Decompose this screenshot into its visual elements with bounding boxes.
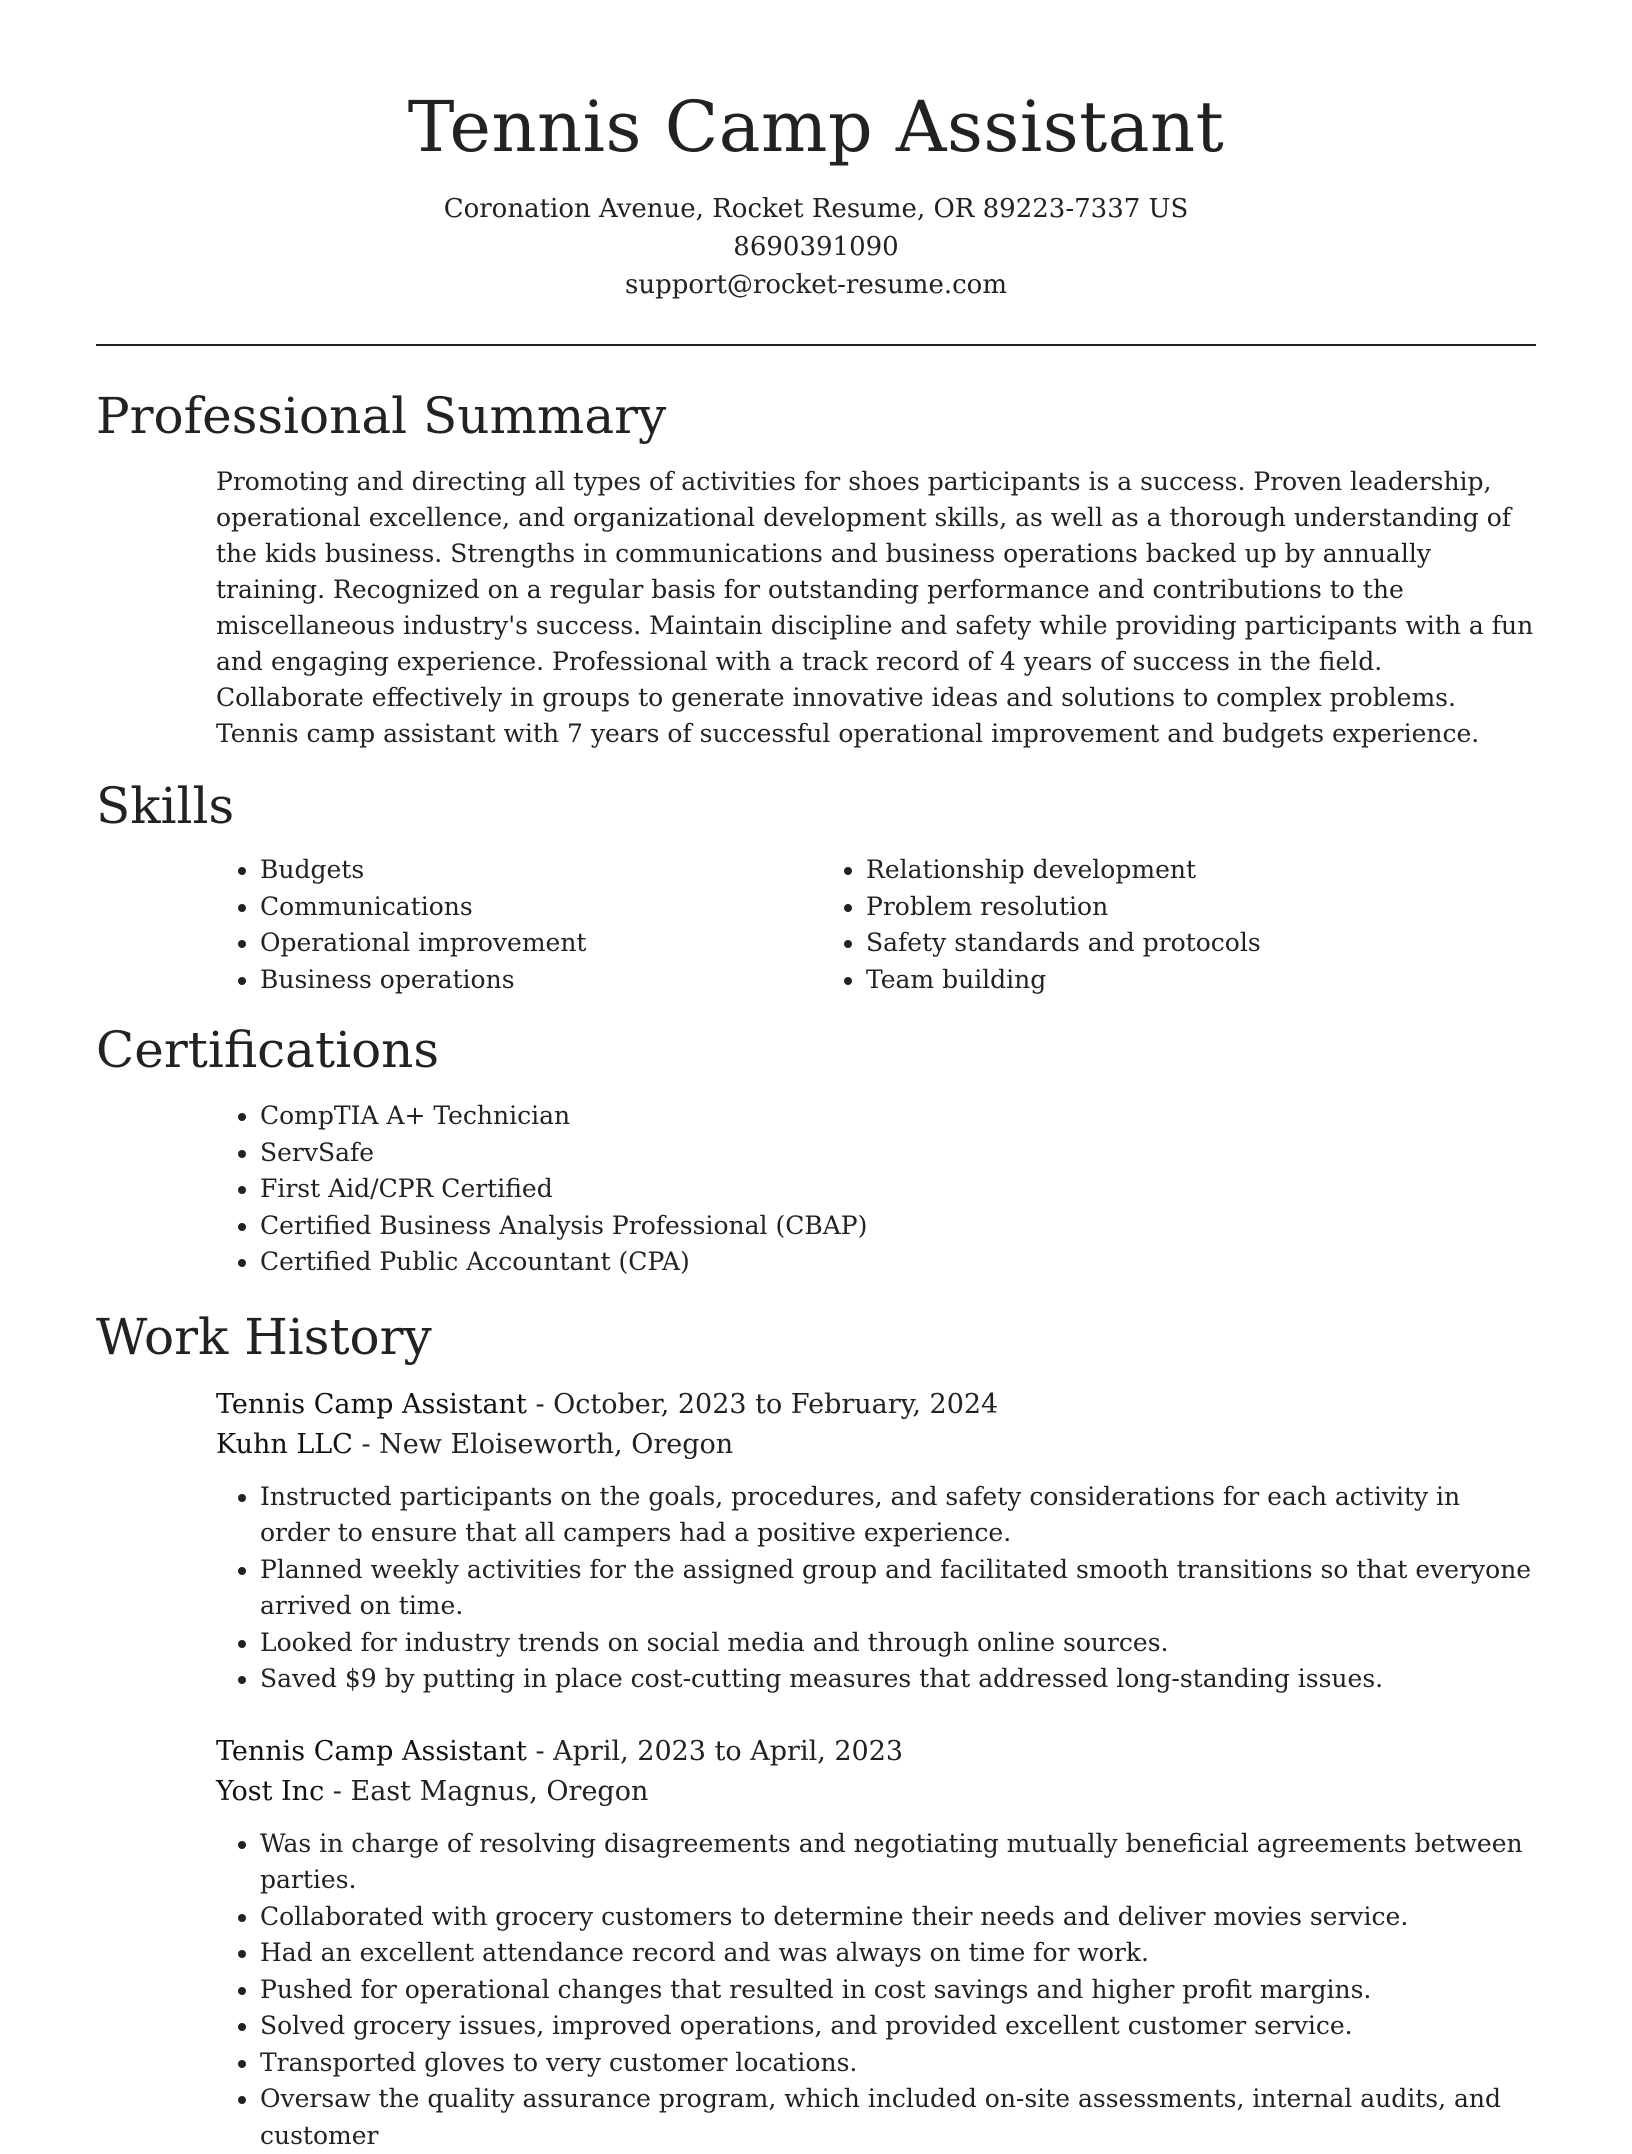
certification-item: • First Aid/CPR Certified — [260, 1171, 1536, 1208]
resume-page — [96, 0, 1536, 2154]
job-duty: • Was in charge of resolving disagreements and negotiating mutually beneficial agreements between parties. — [260, 1826, 1536, 1899]
certification-item: • Certified Business Analysis Professional (CBAP) — [260, 1208, 1536, 1245]
skill-item: • Budgets — [260, 852, 822, 889]
job-duty: • Transported gloves to very customer locations. — [260, 2045, 1536, 2082]
job-title: Tennis Camp Assistant — [216, 1389, 527, 1420]
certification-item: • Certified Public Accountant (CPA) — [260, 1244, 1536, 1281]
work-history-heading: Work History — [96, 1307, 1536, 1367]
job-duty: • Planned weekly activities for the assigned group and facilitated smooth transitions so that everyone arrived on time. — [260, 1552, 1536, 1625]
job-entry — [216, 1385, 1536, 1698]
certification-item: • ServSafe — [260, 1135, 1536, 1172]
job-title: Tennis Camp Assistant — [216, 1736, 527, 1767]
skills-heading: Skills — [96, 776, 1536, 836]
job-duty: • Pushed for operational changes that resulted in cost savings and higher profit margins. — [260, 1972, 1536, 2009]
summary-text: Promoting and directing all types of activities for shoes participants is a success. Proven leadership, operational excellence, and organizational development skills, as well as a thorough understanding of the kids business. Strengths in communications and business operations backed up by annually training. Recognized on a regular basis for outstanding performance and contributions to the miscellaneous industry's success. Maintain discipline and safety while providing participants with a fun and engaging experience. Professional with a track record of 4 years of success in the field. Collaborate effectively in groups to generate innovative ideas and solutions to complex problems. Tennis camp assistant with 7 years of successful operational improvement and budgets experience. — [216, 464, 1536, 752]
resume-header — [96, 0, 1536, 304]
job-dates: - April, 2023 to April, 2023 — [527, 1736, 903, 1767]
skill-item: • Operational improvement — [260, 925, 822, 962]
summary-heading: Professional Summary — [96, 386, 1536, 446]
skill-item: • Communications — [260, 889, 822, 926]
job-duty: • Collaborated with grocery customers to determine their needs and deliver movies service. — [260, 1899, 1536, 1936]
job-location: - East Magnus, Oregon — [324, 1776, 648, 1807]
job-duty: • Solved grocery issues, improved operations, and provided excellent customer service. — [260, 2008, 1536, 2045]
job-location: - New Eloiseworth, Oregon — [353, 1429, 733, 1460]
job-entry — [216, 1732, 1536, 2154]
contact-block — [96, 190, 1536, 304]
skills-column-right — [822, 852, 1428, 998]
email: support@rocket-resume.com — [96, 266, 1536, 304]
job-title-line — [216, 1732, 1536, 1772]
skill-item: • Team building — [866, 962, 1428, 999]
skill-item: • Business operations — [260, 962, 822, 999]
job-duty: • Oversaw the quality assurance program, which included on-site assessments, internal audits, and customer — [260, 2081, 1536, 2154]
certifications-list — [216, 1098, 1536, 1281]
job-title-line — [216, 1385, 1536, 1425]
certifications-heading: Certifications — [96, 1020, 1536, 1080]
job-company: Yost Inc — [216, 1776, 324, 1807]
job-company: Kuhn LLC — [216, 1429, 353, 1460]
job-duty: • Instructed participants on the goals, procedures, and safety considerations for each activity in order to ensure that all campers had a positive experience. — [260, 1479, 1536, 1552]
skills-column-left — [216, 852, 822, 998]
job-duties-list — [216, 1479, 1536, 1698]
job-duty: • Looked for industry trends on social media and through online sources. — [260, 1625, 1536, 1662]
skills-list — [216, 852, 1536, 998]
candidate-name: Tennis Camp Assistant — [96, 86, 1536, 168]
job-duty: • Had an excellent attendance record and was always on time for work. — [260, 1935, 1536, 1972]
skill-item: • Problem resolution — [866, 889, 1428, 926]
skill-item: • Relationship development — [866, 852, 1428, 889]
header-divider — [96, 344, 1536, 346]
job-duty: • Saved $9 by putting in place cost-cutting measures that addressed long-standing issues. — [260, 1661, 1536, 1698]
job-company-line — [216, 1425, 1536, 1465]
certification-item: • CompTIA A+ Technician — [260, 1098, 1536, 1135]
phone: 8690391090 — [96, 228, 1536, 266]
skill-item: • Safety standards and protocols — [866, 925, 1428, 962]
address: Coronation Avenue, Rocket Resume, OR 89223-7337 US — [96, 190, 1536, 228]
job-duties-list — [216, 1826, 1536, 2154]
job-dates: - October, 2023 to February, 2024 — [527, 1389, 998, 1420]
job-company-line — [216, 1772, 1536, 1812]
